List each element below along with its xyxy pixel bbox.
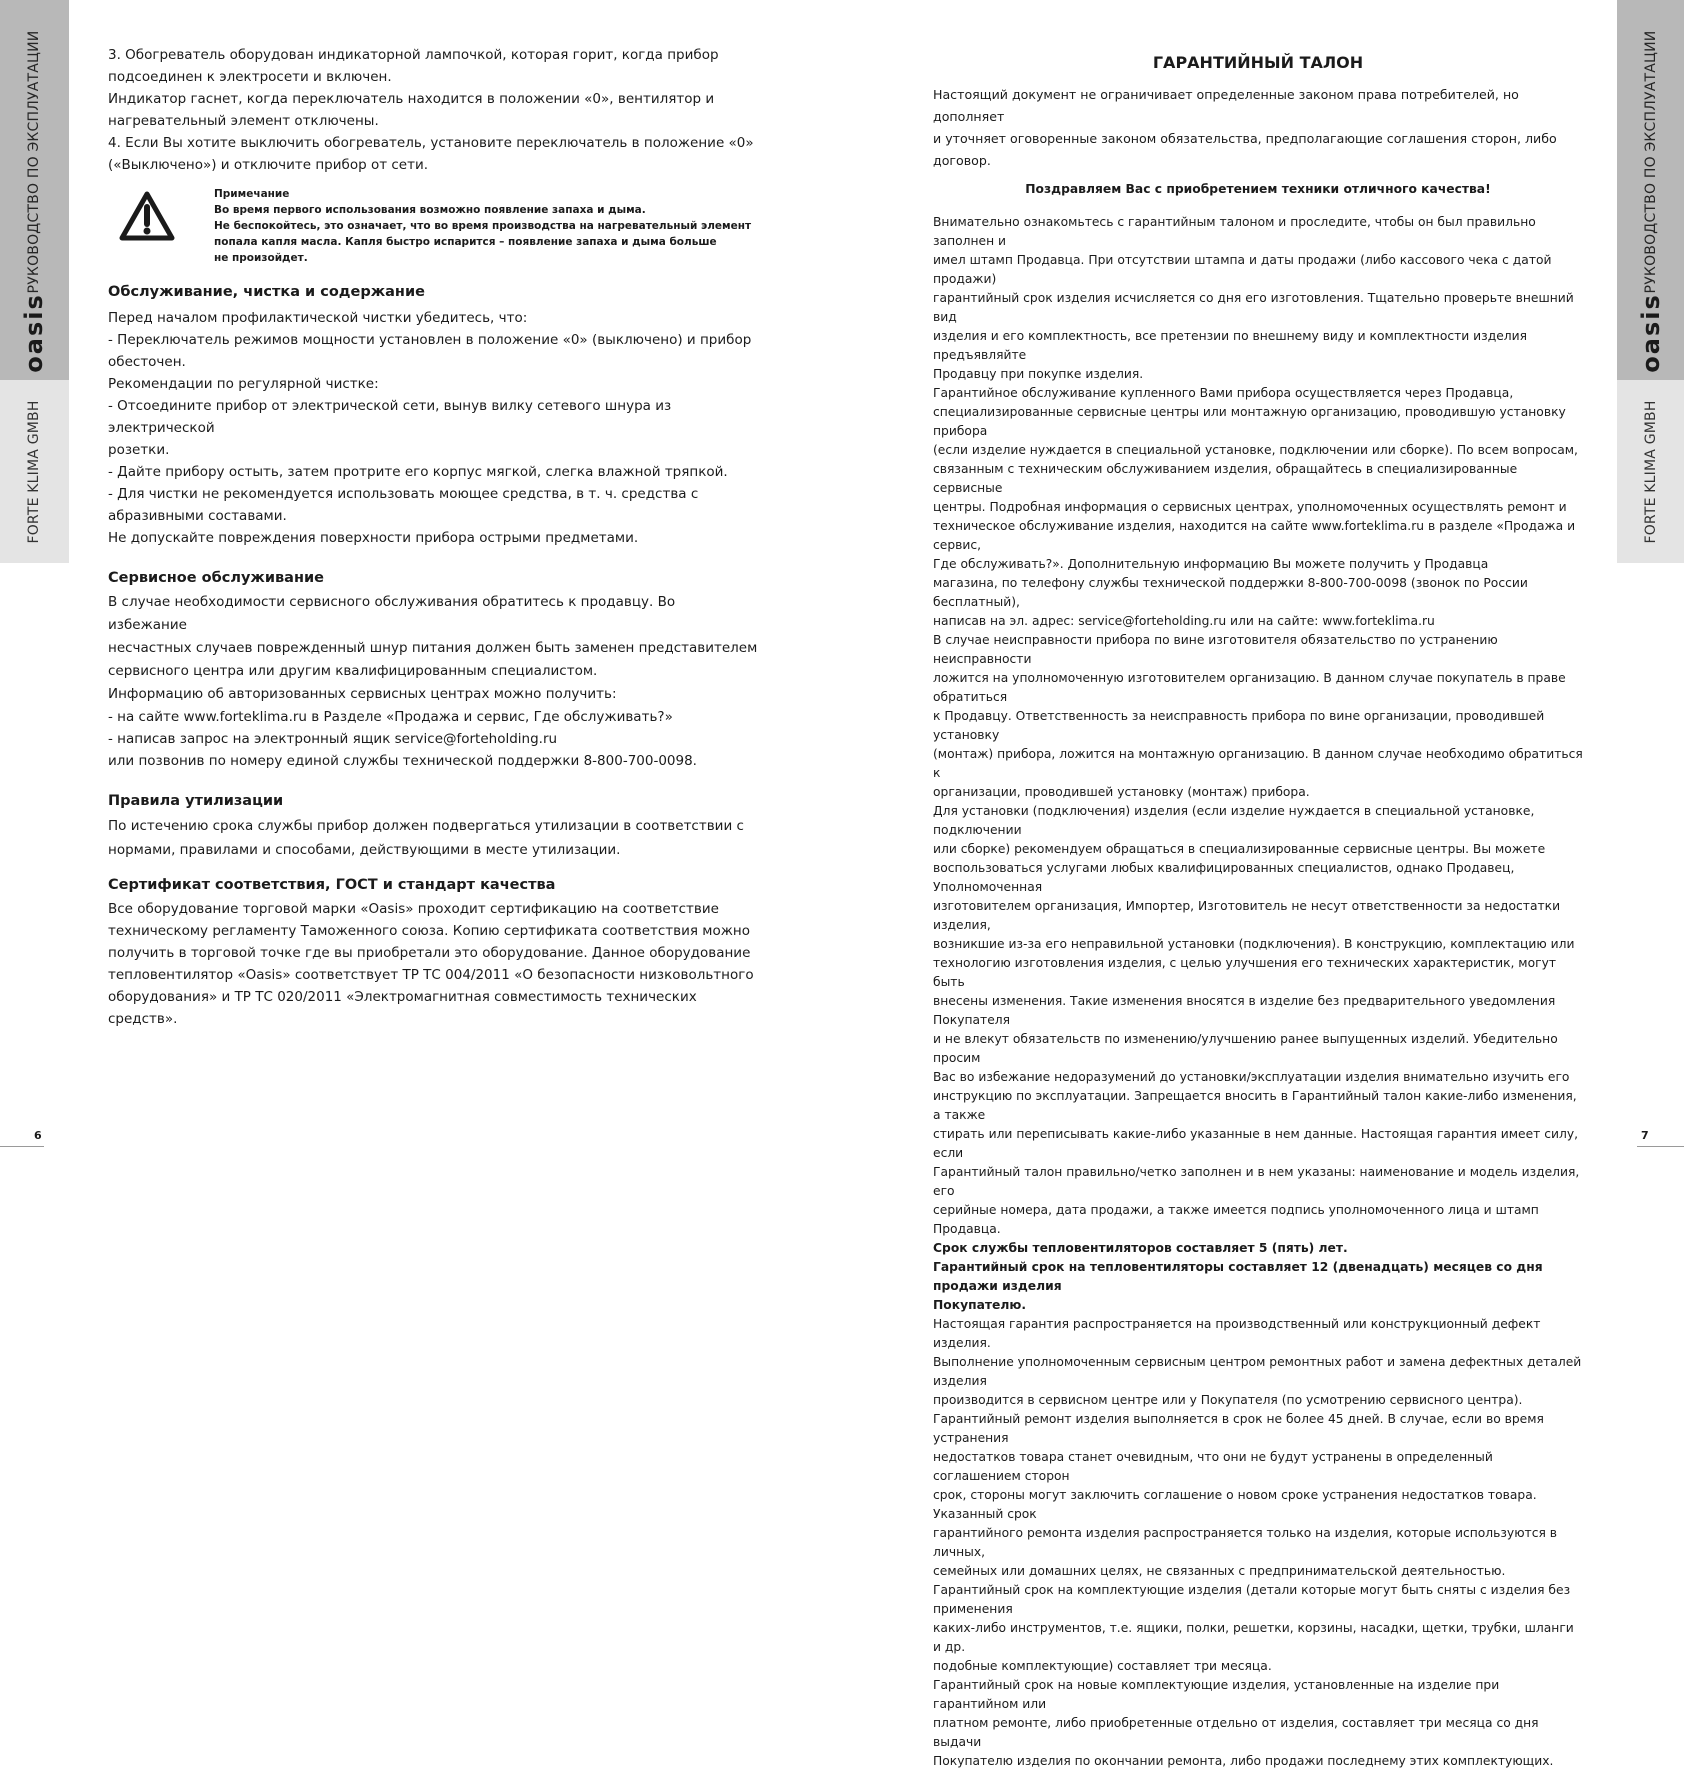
text-line: нагревательный элемент отключены. — [108, 113, 379, 129]
text-line: - Дайте прибору остыть, затем протрите его корпус мягкой, слегка влажной тряпкой. — [108, 464, 728, 480]
note-text — [214, 186, 751, 266]
warranty-line: изготовителем организация, Импортер, Изготовитель не несут ответственности за недостатки изделия, — [933, 899, 1561, 932]
warning-triangle-icon — [118, 190, 176, 242]
warranty-line: недостатков товара станет очевидным, что они не будут устранены в определенный соглашением сторон — [933, 1450, 1493, 1483]
warranty-line: срок, стороны могут заключить соглашение о новом сроке устранения недостатков товара. Указанный срок — [933, 1488, 1537, 1521]
warranty-title: ГАРАНТИЙНЫЙ ТАЛОН — [1152, 53, 1364, 72]
page-number-rule-right — [1637, 1146, 1684, 1147]
sidebar-brand-logo: oasis — [20, 293, 48, 373]
text-line: получить в торговой точке где вы приобретали это оборудование. Данное оборудование — [108, 945, 751, 961]
maintenance-section — [108, 281, 758, 549]
text-line: оборудования» и ТР ТС 020/2011 «Электромагнитная совместимость технических средств». — [108, 989, 697, 1027]
right-page-content — [933, 52, 1583, 1771]
warranty-line: Гарантийный срок на комплектующие изделия (детали которые могут быть сняты с изделия без применения — [933, 1583, 1571, 1616]
warranty-line: Гарантийный талон правильно/четко заполнен и в нем указаны: наименование и модель изделия, его — [933, 1165, 1580, 1198]
warranty-line: Покупателю изделия по окончании ремонта, либо продажи последнему этих комплектующих. — [933, 1754, 1554, 1768]
warranty-line: техническое обслуживание изделия, находится на сайте www.forteklima.ru в разделе «Продажа и сервис, — [933, 519, 1576, 552]
warranty-bold-line: Гарантийный срок на тепловентиляторы составляет 12 (двенадцать) месяцев со дня продажи изделия — [933, 1260, 1543, 1293]
warranty-line: ложится на уполномоченную изготовителем организацию. В данном случае покупатель в праве обратиться — [933, 671, 1566, 704]
text-line: - Переключатель режимов мощности установлен в положение «0» (выключено) и прибор — [108, 332, 752, 348]
left-page-content — [108, 44, 758, 1030]
text-line: - Отсоедините прибор от электрической сети, вынув вилку сетевого шнура из электрической — [108, 398, 672, 436]
warranty-line: Гарантийное обслуживание купленного Вами прибора осуществляется через Продавца, — [933, 386, 1514, 400]
warranty-bold-line: Срок службы тепловентиляторов составляет 5 (пять) лет. — [933, 1241, 1348, 1255]
warranty-line: или сборке) рекомендуем обращаться в специализированные сервисные центры. Вы можете — [933, 842, 1546, 856]
text-line: техническому регламенту Таможенного союза. Копию сертификата соответствия можно — [108, 923, 750, 939]
warranty-line: Для установки (подключения) изделия (если изделие нуждается в специальной установке, подключении — [933, 804, 1535, 837]
page-number-left: 6 — [34, 1129, 42, 1142]
heater-indicator-section — [108, 44, 758, 176]
disposal-heading: Правила утилизации — [108, 793, 284, 809]
warranty-line: связанным с техническим обслуживанием изделия, обращайтесь в специализированные сервисные — [933, 462, 1518, 495]
text-line: сервисного центра или другим квалифицированным специалистом. — [108, 663, 598, 679]
text-line: 3. Обогреватель оборудован индикаторной лампочкой, которая горит, когда прибор — [108, 47, 719, 63]
warranty-line: платном ремонте, либо приобретенные отдельно от изделия, составляет три месяца со дня выдачи — [933, 1716, 1539, 1749]
note-block — [108, 186, 758, 281]
warranty-line: подобные комплектующие) составляет три месяца. — [933, 1659, 1272, 1673]
warranty-line: гарантийный срок изделия исчисляется со дня его изготовления. Тщательно проверьте внешний вид — [933, 291, 1574, 324]
warranty-bold-line: Покупателю. — [933, 1298, 1026, 1312]
certificate-heading: Сертификат соответствия, ГОСТ и стандарт качества — [108, 877, 556, 893]
service-heading: Сервисное обслуживание — [108, 570, 324, 586]
warranty-intro — [933, 84, 1583, 172]
sidebar-manual-label: РУКОВОДСТВО ПО ЭКСПЛУАТАЦИИ — [26, 30, 42, 294]
warranty-line: инструкцию по эксплуатации. Запрещается вносить в Гарантийный талон какие-либо изменения, а также — [933, 1089, 1577, 1122]
warranty-line: магазина, по телефону службы технической поддержки 8-800-700-0098 (звонок по России бесплатный), — [933, 576, 1528, 609]
warranty-line: Гарантийный ремонт изделия выполняется в срок не более 45 дней. В случае, если во время устранения — [933, 1412, 1544, 1445]
warranty-line: центры. Подробная информация о сервисных центрах, уполномоченных осуществлять ремонт и — [933, 500, 1567, 514]
text-line: тепловентилятор «Oasis» соответствует ТР ТС 004/2011 «О безопасности низковольтного — [108, 967, 754, 983]
sidebar-manual-label: РУКОВОДСТВО ПО ЭКСПЛУАТАЦИИ — [1643, 30, 1659, 294]
warranty-line: к Продавцу. Ответственность за неисправность прибора по вине организации, проводившей установку — [933, 709, 1545, 742]
note-title: Примечание — [214, 188, 290, 200]
text-line: («Выключено») и отключите прибор от сети. — [108, 157, 429, 173]
disposal-section — [108, 790, 758, 862]
warranty-line: (монтаж) прибора, ложится на монтажную организацию. В данном случае необходимо обратиться к — [933, 747, 1583, 780]
text-line: розетки. — [108, 442, 170, 458]
warranty-line: написав на эл. адрес: service@forteholding.ru или на сайте: www.forteklima.ru — [933, 614, 1435, 628]
sidebar-company-label: FORTE KLIMA GMBH — [26, 400, 42, 544]
warranty-line: стирать или переписывать какие-либо указанные в нем данные. Настоящая гарантия имеет силу, если — [933, 1127, 1579, 1160]
certificate-section — [108, 874, 758, 1030]
text-line: Рекомендации по регулярной чистке: — [108, 376, 379, 392]
text-line: или позвонив по номеру единой службы технической поддержки 8-800-700-0098. — [108, 753, 697, 769]
warranty-line: и не влекут обязательств по изменению/улучшению ранее выпущенных изделий. Убедительно просим — [933, 1032, 1558, 1065]
warranty-line: Гарантийный срок на новые комплектующие изделия, установленные на изделие при гарантийном или — [933, 1678, 1500, 1711]
warranty-line: технологию изготовления изделия, с целью улучшения его технических характеристик, могут быть — [933, 956, 1557, 989]
warranty-line: Вас во избежание недоразумений до установки/эксплуатации изделия внимательно изучить его — [933, 1070, 1570, 1084]
text-line: - Для чистки не рекомендуется использовать моющее средства, в т. ч. средства с — [108, 486, 699, 502]
page-number-rule-left — [0, 1146, 44, 1147]
note-line: Во время первого использования возможно появление запаха и дыма. — [214, 204, 646, 216]
text-line: - на сайте www.forteklima.ru в Разделе «Продажа и сервис, Где обслуживать?» — [108, 709, 673, 725]
warranty-line: Настоящая гарантия распространяется на производственный или конструкционный дефект изделия. — [933, 1317, 1541, 1350]
text-line: - написав запрос на электронный ящик service@forteholding.ru — [108, 731, 558, 747]
text-line: абразивными составами. — [108, 508, 287, 524]
warranty-line: серийные номера, дата продажи, а также имеется подпись уполномоченного лица и штамп Продавца. — [933, 1203, 1539, 1236]
sidebar-company-label: FORTE KLIMA GMBH — [1643, 400, 1659, 544]
text-line: В случае необходимости сервисного обслуживания обратитесь к продавцу. Во избежание — [108, 594, 676, 633]
warranty-line: (если изделие нуждается в специальной установке, подключении или сборке). По всем вопросам, — [933, 443, 1578, 457]
service-section — [108, 567, 758, 772]
text-line: Информацию об авторизованных сервисных центрах можно получить: — [108, 686, 617, 702]
text-line: несчастных случаев поврежденный шнур питания должен быть заменен представителем — [108, 640, 758, 656]
text-line: По истечению срока службы прибор должен подвергаться утилизации в соответствии с — [108, 818, 744, 834]
sidebar-brand-logo: oasis — [1637, 293, 1665, 373]
note-line: попала капля масла. Капля быстро испарится – появление запаха и дыма больше — [214, 236, 717, 248]
warranty-line: каких-либо инструментов, т.е. ящики, полки, решетки, корзины, насадки, щетки, трубки, шланги и др. — [933, 1621, 1574, 1654]
warranty-line: Внимательно ознакомьтесь с гарантийным талоном и проследите, чтобы он был правильно заполнен и — [933, 215, 1536, 248]
text-line: Перед началом профилактической чистки убедитесь, что: — [108, 310, 528, 326]
text-line: подсоединен к электросети и включен. — [108, 69, 392, 85]
text-line: обесточен. — [108, 354, 186, 370]
warranty-line: семейных или домашних целях, не связанных с предпринимательской деятельностью. — [933, 1564, 1506, 1578]
text-line: договор. — [933, 153, 991, 168]
warranty-line: В случае неисправности прибора по вине изготовителя обязательство по устранению неисправности — [933, 633, 1498, 666]
congratulations-line: Поздравляем Вас с приобретением техники отличного качества! — [1025, 182, 1491, 196]
text-line: и уточняет оговоренные законом обязательства, предполагающие соглашения сторон, либо — [933, 131, 1557, 146]
note-line: Не беспокойтесь, это означает, что во время производства на нагревательный элемент — [214, 220, 752, 232]
warranty-line: гарантийного ремонта изделия распространяется только на изделия, которые используются в личных, — [933, 1526, 1558, 1559]
text-line: нормами, правилами и способами, действующими в месте утилизации. — [108, 842, 621, 858]
warranty-line: воспользоваться услугами любых квалифицированных специалистов, однако Продавец, Уполномоченная — [933, 861, 1515, 894]
note-line: не произойдет. — [214, 252, 308, 264]
text-line: Настоящий документ не ограничивает определенные законом права потребителей, но дополняет — [933, 87, 1519, 124]
page-number-right: 7 — [1641, 1129, 1649, 1142]
warranty-line: Продавцу при покупке изделия. — [933, 367, 1144, 381]
warranty-line: имел штамп Продавца. При отсутствии штампа и даты продажи (либо кассового чека с датой продажи) — [933, 253, 1552, 286]
warranty-line: производится в сервисном центре или у Покупателя (по усмотрению сервисного центра). — [933, 1393, 1523, 1407]
text-line: Не допускайте повреждения поверхности прибора острыми предметами. — [108, 530, 639, 546]
warranty-body — [933, 213, 1583, 1771]
text-line: 4. Если Вы хотите выключить обогреватель, установите переключатель в положение «0» — [108, 135, 754, 151]
warranty-line: Выполнение уполномоченным сервисным центром ремонтных работ и замена дефектных деталей изделия — [933, 1355, 1582, 1388]
text-line: Индикатор гаснет, когда переключатель находится в положении «0», вентилятор и — [108, 91, 715, 107]
warranty-line: организации, проводившей установку (монтаж) прибора. — [933, 785, 1310, 799]
warranty-line: Где обслуживать?». Дополнительную информацию Вы можете получить у Продавца — [933, 557, 1489, 571]
left-sidebar — [0, 0, 69, 563]
warranty-line: специализированные сервисные центры или монтажную организацию, проводившую установку прибора — [933, 405, 1566, 438]
warranty-line: возникшие из-за его неправильной установки (подключения). В конструкцию, комплектацию или — [933, 937, 1575, 951]
maintenance-heading: Обслуживание, чистка и содержание — [108, 284, 425, 300]
warranty-line: внесены изменения. Такие изменения вносятся в изделие без предварительного уведомления Покупателя — [933, 994, 1556, 1027]
right-sidebar — [1617, 0, 1684, 563]
warranty-line: изделия и его комплектность, все претензии по внешнему виду и комплектности изделия предъявляйте — [933, 329, 1528, 362]
text-line: Все оборудование торговой марки «Oasis» проходит сертификацию на соответствие — [108, 901, 719, 917]
